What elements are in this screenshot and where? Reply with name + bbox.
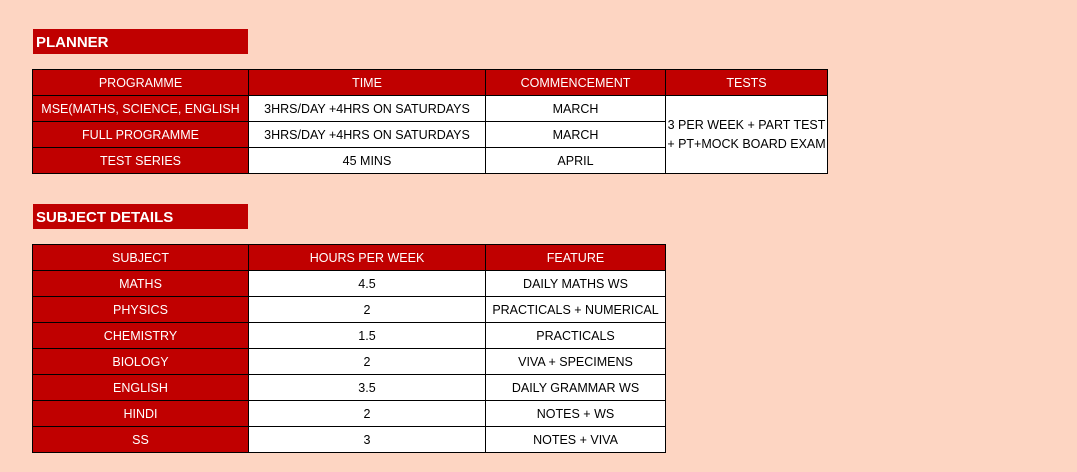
commencement-cell: MARCH (486, 122, 666, 148)
subject-cell: MATHS (33, 271, 249, 297)
tests-line-1: 3 PER WEEK + PART TEST (667, 117, 826, 132)
table-row (33, 375, 666, 401)
table-row (33, 297, 666, 323)
programme-cell: MSE(MATHS, SCIENCE, ENGLISH (33, 96, 249, 122)
planner-title: PLANNER (33, 29, 248, 54)
subject-cell: SS (33, 427, 249, 453)
hours-cell: 2 (249, 297, 486, 323)
subject-header-row (33, 245, 666, 271)
table-row (33, 96, 828, 122)
time-cell: 3HRS/DAY +4HRS ON SATURDAYS (249, 122, 486, 148)
header-feature: FEATURE (486, 245, 666, 271)
tests-line-2: + PT+MOCK BOARD EXAM (667, 136, 826, 151)
programme-cell: FULL PROGRAMME (33, 122, 249, 148)
header-programme: PROGRAMME (33, 70, 249, 96)
programme-cell: TEST SERIES (33, 148, 249, 174)
feature-cell: NOTES + VIVA (486, 427, 666, 453)
feature-cell: DAILY GRAMMAR WS (486, 375, 666, 401)
tests-cell (666, 96, 828, 174)
time-cell: 3HRS/DAY +4HRS ON SATURDAYS (249, 96, 486, 122)
feature-cell: PRACTICALS + NUMERICAL (486, 297, 666, 323)
feature-cell: VIVA + SPECIMENS (486, 349, 666, 375)
hours-cell: 4.5 (249, 271, 486, 297)
hours-cell: 3.5 (249, 375, 486, 401)
commencement-cell: MARCH (486, 96, 666, 122)
hours-cell: 2 (249, 349, 486, 375)
hours-cell: 1.5 (249, 323, 486, 349)
subject-cell: BIOLOGY (33, 349, 249, 375)
planner-table (32, 69, 828, 174)
header-commencement: COMMENCEMENT (486, 70, 666, 96)
subject-details-title: SUBJECT DETAILS (33, 204, 248, 229)
feature-cell: NOTES + WS (486, 401, 666, 427)
feature-cell: PRACTICALS (486, 323, 666, 349)
subject-details-table (32, 244, 666, 453)
subject-cell: ENGLISH (33, 375, 249, 401)
table-row (33, 323, 666, 349)
header-hours-per-week: HOURS PER WEEK (249, 245, 486, 271)
time-cell: 45 MINS (249, 148, 486, 174)
subject-cell: HINDI (33, 401, 249, 427)
subject-cell: PHYSICS (33, 297, 249, 323)
header-tests: TESTS (666, 70, 828, 96)
feature-cell: DAILY MATHS WS (486, 271, 666, 297)
table-row (33, 349, 666, 375)
table-row (33, 401, 666, 427)
planner-header-row (33, 70, 828, 96)
table-row (33, 427, 666, 453)
header-time: TIME (249, 70, 486, 96)
subject-cell: CHEMISTRY (33, 323, 249, 349)
hours-cell: 3 (249, 427, 486, 453)
commencement-cell: APRIL (486, 148, 666, 174)
table-row (33, 271, 666, 297)
header-subject: SUBJECT (33, 245, 249, 271)
hours-cell: 2 (249, 401, 486, 427)
